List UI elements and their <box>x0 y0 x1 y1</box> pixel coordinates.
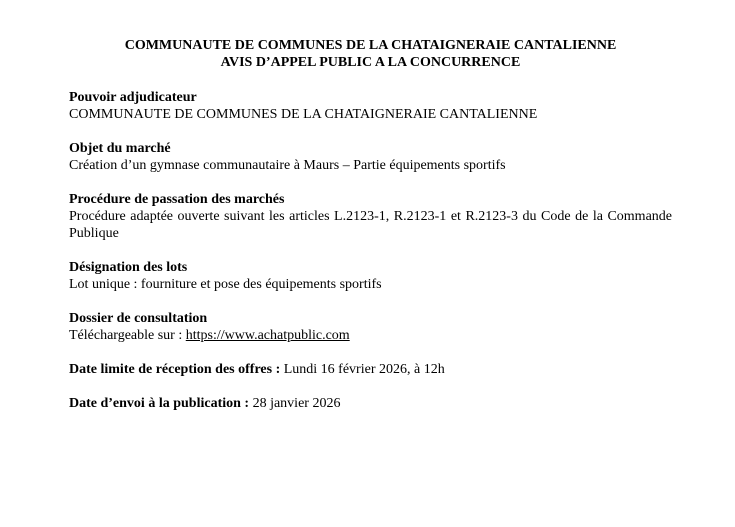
lots-label: Désignation des lots <box>69 260 188 275</box>
pouvoir-label: Pouvoir adjudicateur <box>69 90 197 105</box>
objet-value: Création d’un gymnase communautaire à Maurs – Partie équipements sportifs <box>69 158 506 173</box>
lots-value: Lot unique : fourniture et pose des équipements sportifs <box>69 277 382 292</box>
section-objet-marche <box>69 140 672 174</box>
section-pouvoir-adjudicateur <box>69 89 672 123</box>
dossier-label: Dossier de consultation <box>69 311 208 326</box>
date-limite-label: Date limite de réception des offres : <box>69 362 281 377</box>
header-notice-title: AVIS D’APPEL PUBLIC A LA CONCURRENCE <box>220 55 521 70</box>
notice-document <box>69 37 672 429</box>
section-date-envoi <box>69 395 672 412</box>
notice-header <box>69 37 672 71</box>
section-dossier-consultation <box>69 310 672 344</box>
section-designation-lots <box>69 259 672 293</box>
achatpublic-link[interactable]: https://www.achatpublic.com <box>185 328 350 343</box>
dossier-prefix: Téléchargeable sur : <box>69 328 186 343</box>
procedure-value: Procédure adaptée ouverte suivant les articles L.2123-1, R.2123-1 et R.2123-3 du Code de la Commande Publique <box>69 209 672 241</box>
date-limite-value: Lundi 16 février 2026, à 12h <box>280 362 445 377</box>
procedure-label: Procédure de passation des marchés <box>69 192 285 207</box>
header-organization: COMMUNAUTE DE COMMUNES DE LA CHATAIGNERAIE CANTALIENNE <box>124 38 617 53</box>
section-procedure <box>69 191 672 242</box>
date-envoi-label: Date d’envoi à la publication : <box>69 396 250 411</box>
pouvoir-value: COMMUNAUTE DE COMMUNES DE LA CHATAIGNERAIE CANTALIENNE <box>69 107 538 122</box>
objet-label: Objet du marché <box>69 141 171 156</box>
section-date-limite <box>69 361 672 378</box>
date-envoi-value: 28 janvier 2026 <box>249 396 341 411</box>
dossier-value <box>69 327 672 344</box>
